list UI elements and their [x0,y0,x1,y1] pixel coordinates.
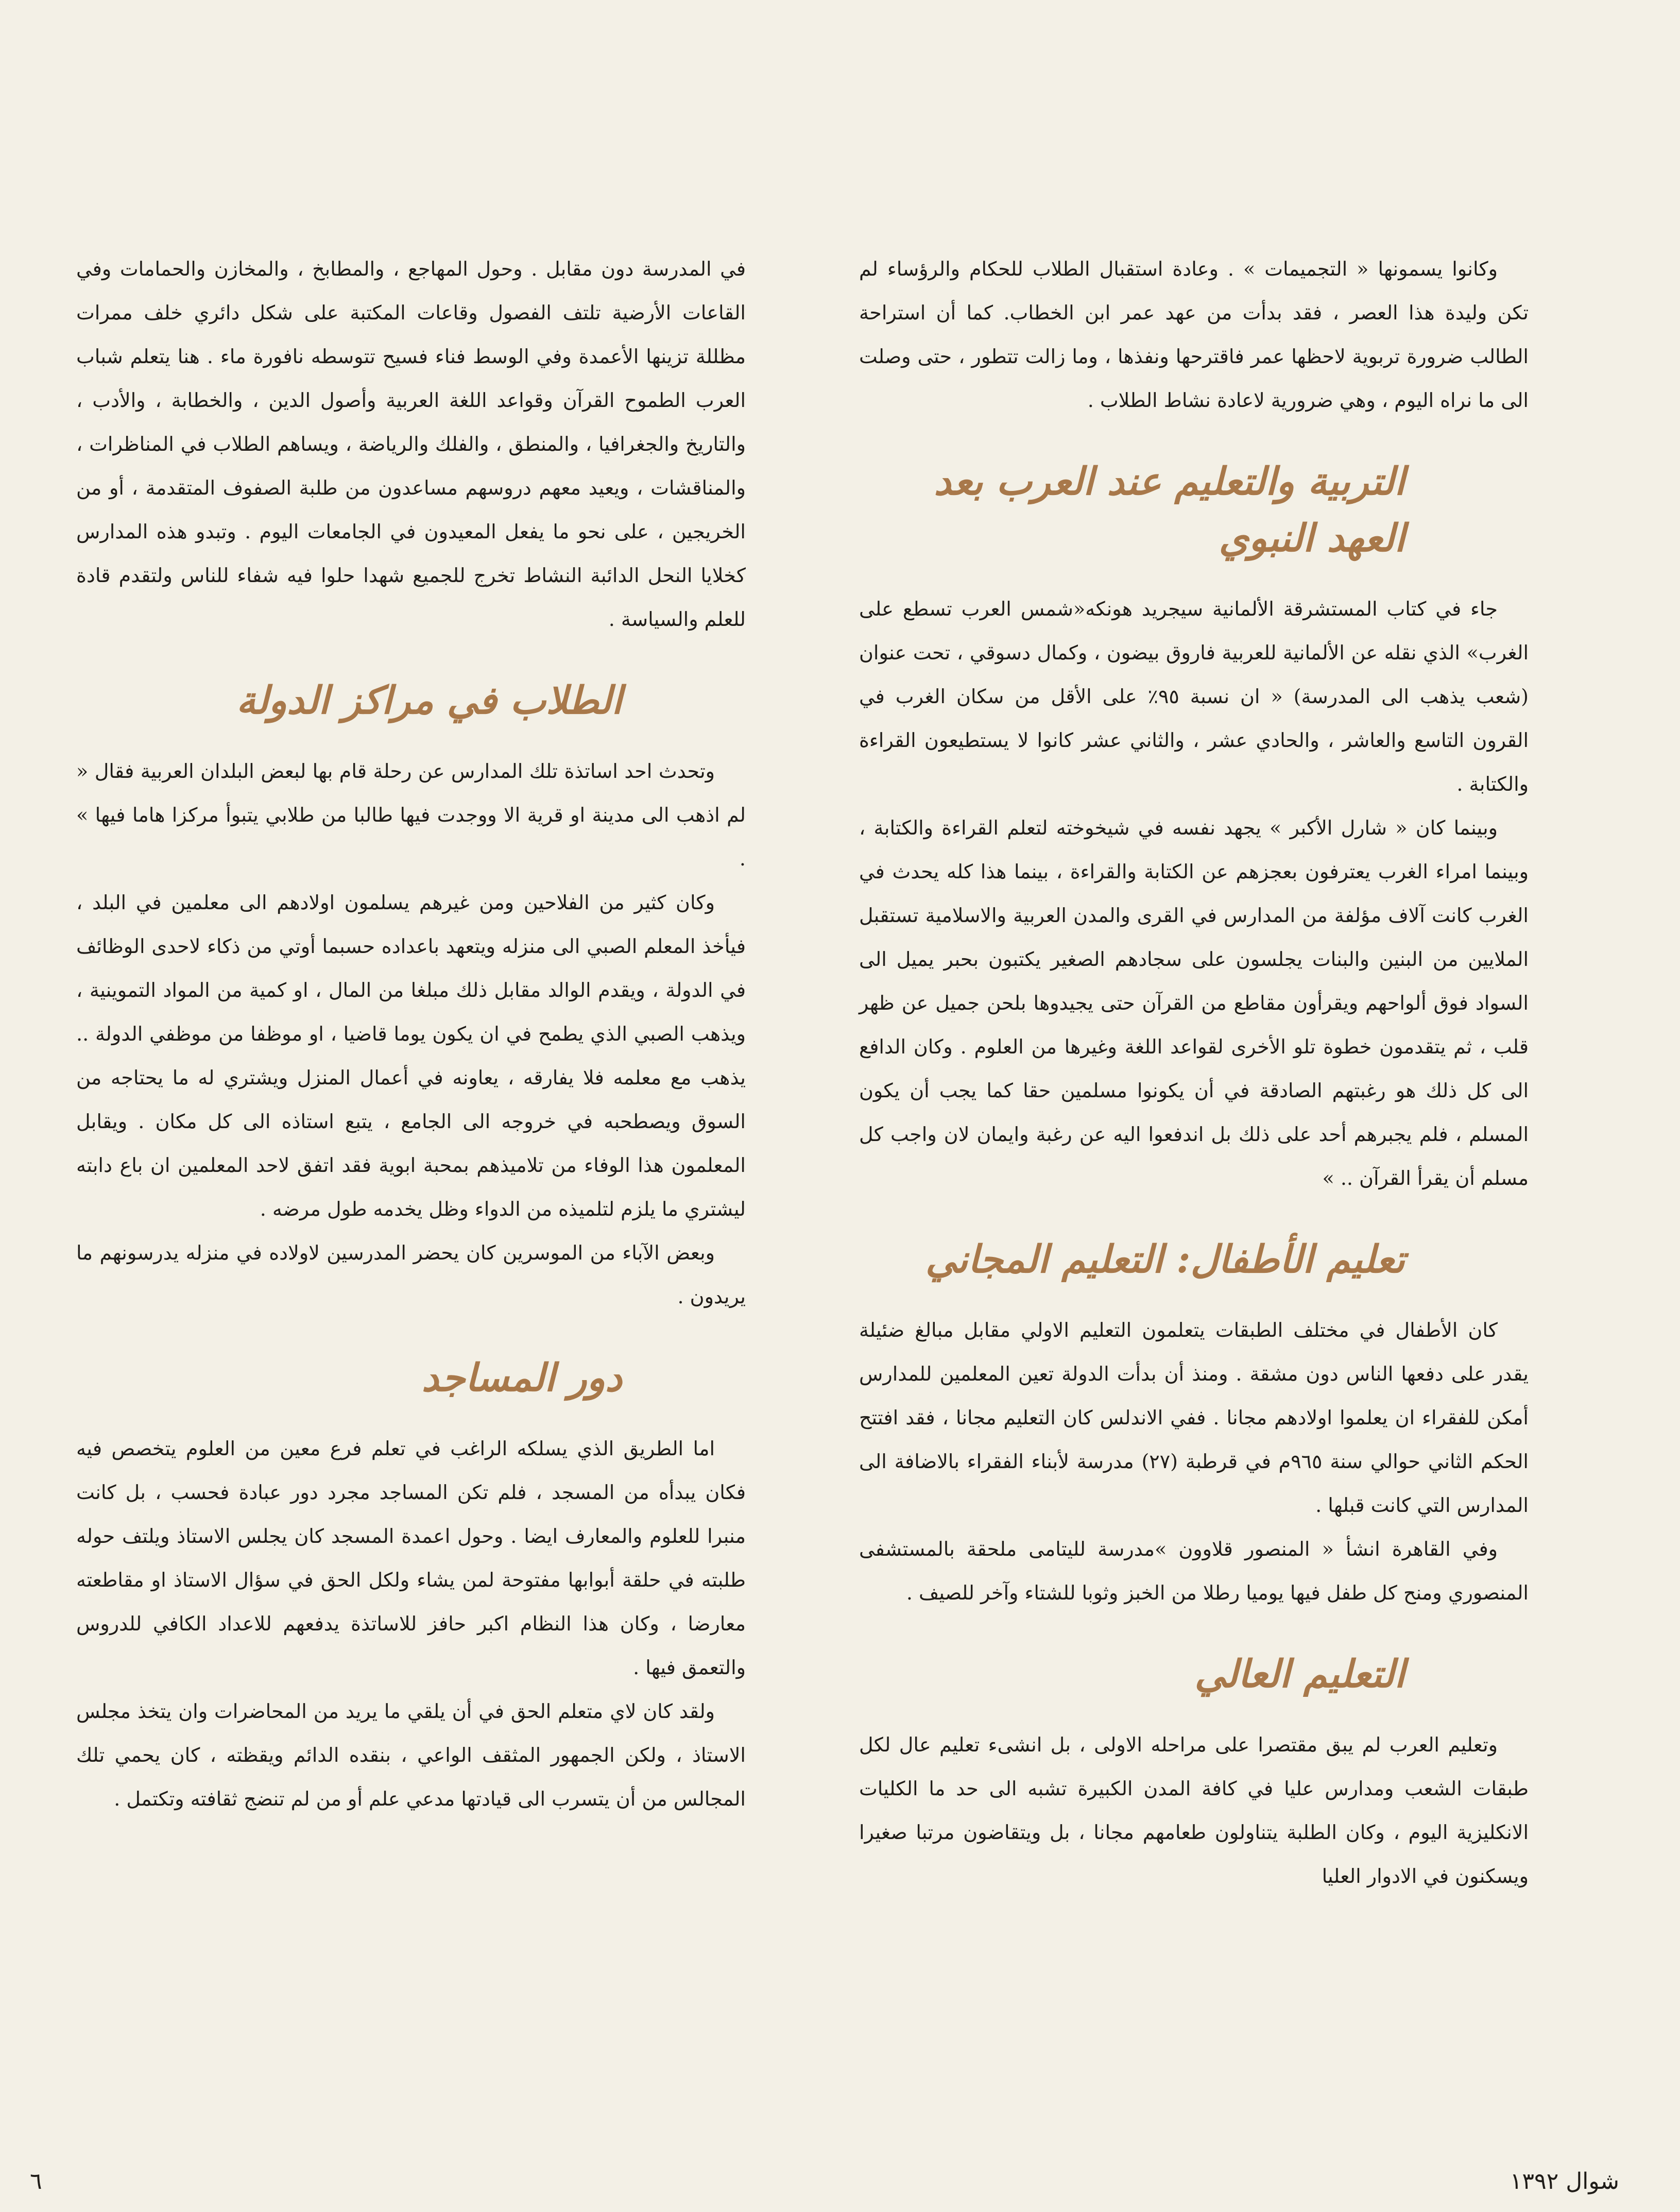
paragraph: وتحدث احد اساتذة تلك المدارس عن رحلة قام بها لبعض البلدان العربية فقال « لم اذهب الى مدينة او قرية الا ووجدت فيها طالبا من طلابي يتبوأ مركزا هاما فيها » . [76,760,746,870]
section-heading-children-education: تعليم الأطفال: التعليم المجاني [925,1237,1405,1282]
page-number: ٦ [30,2168,42,2194]
paragraph: كان الأطفال في مختلف الطبقات يتعلمون التعليم الاولي مقابل مبالغ ضئيلة يقدر على دفعها الناس دون مشقة . ومنذ أن بدأت الدولة تعين المعلمين للمدارس أمكن للفقراء ان يعلموا اولادهم مجانا . ففي الاندلس كان التعليم مجانا ، فقد افتتح الحكم الثاني حوالي سنة ٩٦٥م في قرطبة (٢٧) مدرسة لأبناء الفقراء بالاضافة الى المدارس التي كانت قبلها . [859,1319,1529,1517]
section-heading-higher-education: التعليم العالي [1194,1652,1405,1696]
paragraph: في المدرسة دون مقابل . وحول المهاجع ، والمطابخ ، والمخازن والحمامات وفي القاعات الأرضية تلتف الفصول وقاعات المكتبة على شكل دائري خلف ممرات مظللة تزينها الأعمدة وفي الوسط فناء فسيح تتوسطه نافورة ماء . هنا يتعلم شباب العرب الطموح القرآن وقواعد اللغة العربية وأصول الدين ، والخطابة ، والأدب ، والتاريخ والجغرافيا ، والمنطق ، والفلك والرياضة ، ويساهم الطلاب في المناظرات ، والمناقشات ، ويعيد معهم دروسهم مساعدون من طلبة الصفوف المتقدمة ، أو من الخريجين ، على نحو ما يفعل المعيدون في الجامعات اليوم . وتبدو هذه المدارس كخلايا النحل الدائبة النشاط تخرج للجميع شهدا حلوا فيه شفاء للناس ولتقدم قادة للعلم والسياسة . [76,258,746,631]
paragraph: وبعض الآباء من الموسرين كان يحضر المدرسين لاولاده في منزله يدرسونهم ما يريدون . [76,1241,746,1308]
section-heading-education-after-prophet: التربية والتعليم عند العرب بعد العهد النبوي [934,460,1405,560]
issue-date: شوال ١٣٩٢ [1510,2168,1619,2194]
section-heading-role-of-mosques: دور المساجد [421,1356,622,1400]
paragraph: وبينما كان « شارل الأكبر » يجهد نفسه في شيخوخته لتعلم القراءة والكتابة ، وبينما امراء الغرب يعترفون بعجزهم عن الكتابة والقراءة ، بينما هذا كله يحدث في الغرب كانت آلاف مؤلفة من المدارس في القرى والمدن العربية والاسلامية تستقبل الملايين من البنين والبنات يجلسون على سجادهم الصغير يكتبون بحبر يميل الى السواد فوق ألواحهم ويقرأون مقاطع من القرآن حتى يجيدوها بلحن جميل عن ظهر قلب ، ثم يتقدمون خطوة تلو الأخرى لقواعد اللغة وغيرها من العلوم . وكان الدافع الى كل ذلك هو رغبتهم الصادقة في أن يكونوا مسلمين حقا كما يجب أن يكون المسلم ، فلم يجبرهم أحد على ذلك بل اندفعوا اليه عن رغبة وايمان لان واجب كل مسلم أن يقرأ القرآن .. » [859,816,1529,1189]
paragraph: وكان كثير من الفلاحين ومن غيرهم يسلمون اولادهم الى معلمين في البلد ، فيأخذ المعلم الصبي الى منزله ويتعهد باعداده حسبما أوتي من ذكاء لاحدى الوظائف في الدولة ، ويقدم الوالد مقابل ذلك مبلغا من المال ، او كمية من المواد التموينية ، ويذهب الصبي الذي يطمح في ان يكون يوما قاضيا ، او موظفا من موظفي الدولة .. يذهب مع معلمه فلا يفارقه ، يعاونه في أعمال المنزل ويشتري له ما يحتاجه من السوق ويصطحبه في خروجه الى الجامع ، يتبع استاذه الى كل مكان . ويقابل المعلمون هذا الوفاء من تلاميذهم بمحبة ابوية فقد اتفق لاحد المعلمين ان باع دابته ليشتري ما يلزم لتلميذه من الدواء وظل يخدمه طول مرضه . [76,891,746,1220]
paragraph: جاء في كتاب المستشرقة الألمانية سيجريد هونكه«شمس العرب تسطع على الغرب» الذي نقله عن الألمانية للعربية فاروق بيضون ، وكمال دسوقي ، تحت عنوان (شعب يذهب الى المدرسة) « ان نسبة ٩٥٪ على الأقل من سكان الغرب في القرون التاسع والعاشر ، والحادي عشر ، والثاني عشر كانوا لا يستطيعون القراءة والكتابة . [859,598,1529,795]
paragraph: وتعليم العرب لم يبق مقتصرا على مراحله الاولى ، بل انشىء تعليم عال لكل طبقات الشعب ومدارس عليا في كافة المدن الكبيرة تشبه الى حد ما الكليات الانكليزية اليوم ، وكان الطلبة يتناولون طعامهم مجانا ، بل ويتقاضون مرتبا صغيرا ويسكنون في الادوار العليا [859,1733,1529,1887]
right-column [859,247,1529,1898]
paragraph: ولقد كان لاي متعلم الحق في أن يلقي ما يريد من المحاضرات وان يتخذ مجلس الاستاذ ، ولكن الجمهور المثقف الواعي ، بنقده الدائم ويقظته ، كان يحمي تلك المجالس من أن يتسرب الى قيادتها مدعي علم أو من لم تنضج ثقافته وتكتمل . [76,1700,746,1810]
paragraph: وكانوا يسمونها « التجميمات » . وعادة استقبال الطلاب للحكام والرؤساء لم تكن وليدة هذا العصر ، فقد بدأت من عهد عمر ابن الخطاب. كما أن استراحة الطالب ضرورة تربوية لاحظها عمر فاقترحها ونفذها ، وما زالت تتطور ، حتى وصلت الى ما نراه اليوم ، وهي ضرورية لاعادة نشاط الطلاب . [859,258,1529,412]
paragraph: اما الطريق الذي يسلكه الراغب في تعلم فرع معين من العلوم يتخصص فيه فكان يبدأه من المسجد ، فلم تكن المساجد مجرد دور عبادة فحسب ، بل كانت منبرا للعلوم والمعارف ايضا . وحول اعمدة المسجد كان يجلس الاستاذ ويلتف حوله طلبته في حلقة أبوابها مفتوحة لمن يشاء ولكل الحق في سؤال الاستاذ او مقاطعته معارضا ، وكان هذا النظام اكبر حافز للاساتذة يدفعهم للاعداد الكافي للدروس والتعمق فيها . [76,1437,746,1679]
paragraph: وفي القاهرة انشأ « المنصور قلاوون »مدرسة لليتامى ملحقة بالمستشفى المنصوري ومنح كل طفل فيها يوميا رطلا من الخبز وثوبا للشتاء وآخر للصيف . [859,1538,1529,1604]
left-column [76,247,746,1821]
section-heading-students-in-state: الطلاب في مراكز الدولة [236,678,622,723]
